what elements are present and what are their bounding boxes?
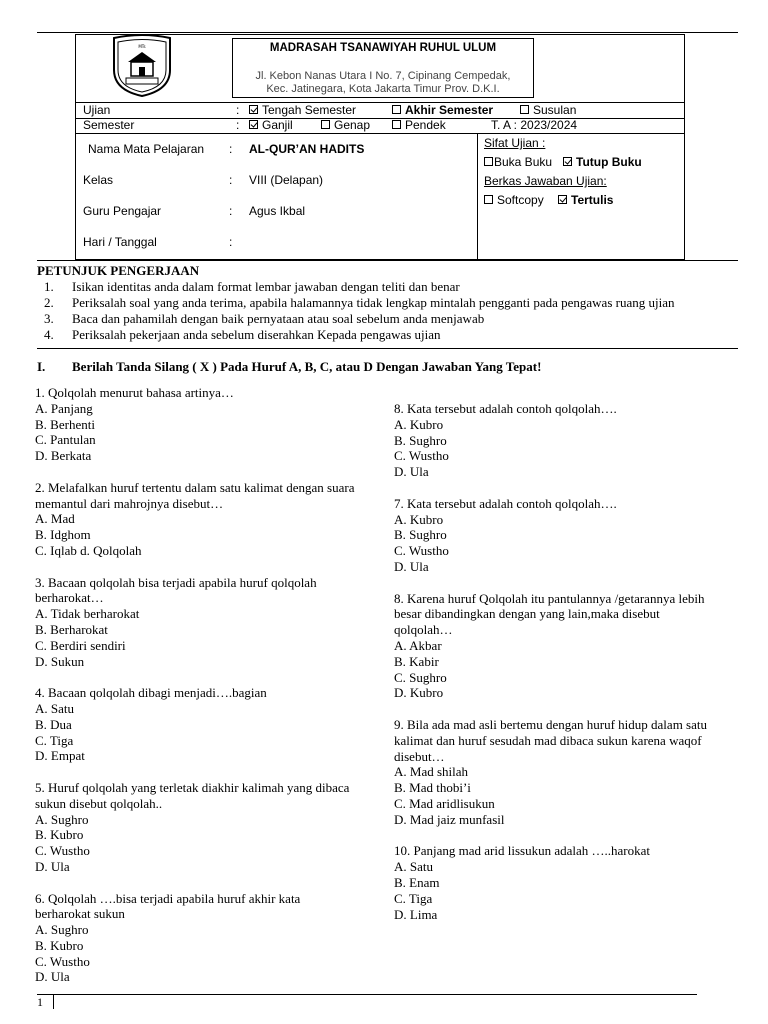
option-line[interactable]: C. Tiga bbox=[35, 732, 74, 748]
option-line[interactable]: D. Ula bbox=[35, 858, 70, 874]
guru-value: Agus Ikbal bbox=[249, 204, 306, 218]
question-block bbox=[394, 717, 739, 828]
option-line[interactable]: C. Iqlab d. Qolqolah bbox=[35, 542, 142, 558]
question-block bbox=[35, 385, 385, 464]
school-logo-icon bbox=[108, 34, 176, 98]
sifat-option-buka[interactable]: Buka Buku bbox=[484, 155, 552, 170]
option-line[interactable]: C. Pantulan bbox=[35, 432, 96, 448]
option-line[interactable]: B. Kabir bbox=[394, 653, 439, 669]
kelas-label: Kelas bbox=[83, 173, 114, 187]
question-line: 4. Bacaan qolqolah dibagi menjadi….bagian bbox=[35, 685, 267, 701]
question-line: besar dibandingkan dengan yang lain,maka disebut bbox=[394, 606, 660, 622]
option-line[interactable]: C. Sughro bbox=[394, 669, 447, 685]
option-line[interactable]: B. Berhenti bbox=[35, 416, 95, 432]
option-line[interactable]: A. Mad bbox=[35, 511, 75, 527]
option-line[interactable]: D. Ula bbox=[394, 558, 429, 574]
option-line[interactable]: B. Idghom bbox=[35, 527, 91, 543]
question-line: berharokat sukun bbox=[35, 906, 125, 922]
option-line[interactable]: A. Sughro bbox=[35, 811, 89, 827]
option-line[interactable]: B. Berharokat bbox=[35, 621, 108, 637]
question-line: 2. Melafalkan huruf tertentu dalam satu kalimat dengan suara bbox=[35, 479, 355, 495]
question-line: qolqolah… bbox=[394, 622, 453, 638]
page-number: 1 bbox=[37, 995, 43, 1009]
ujian-label: Ujian bbox=[83, 103, 111, 117]
checkbox-icon[interactable] bbox=[392, 120, 401, 129]
footer-rule bbox=[37, 994, 697, 995]
question-block bbox=[35, 891, 385, 986]
svg-text:MTs: MTs bbox=[138, 44, 146, 49]
semester-option-ganjil[interactable]: Ganjil bbox=[249, 118, 293, 133]
sifat-option-tutup[interactable]: Tutup Buku bbox=[563, 155, 642, 170]
question-line: memantul dari mahrojnya disebut… bbox=[35, 495, 224, 511]
question-block bbox=[394, 401, 739, 480]
sifat-label: Sifat Ujian : bbox=[484, 136, 546, 150]
option-line[interactable]: D. Ula bbox=[394, 464, 429, 480]
option-line[interactable]: A. Sughro bbox=[35, 922, 89, 938]
option-line[interactable]: B. Kubro bbox=[35, 827, 84, 843]
option-line[interactable]: D. Mad jaiz munfasil bbox=[394, 811, 505, 827]
checkbox-icon[interactable] bbox=[520, 105, 529, 114]
checkbox-icon[interactable] bbox=[321, 120, 330, 129]
mapel-value: AL-QUR’AN HADITS bbox=[249, 142, 365, 156]
option-line[interactable]: D. Berkata bbox=[35, 448, 92, 464]
checkbox-checked-icon[interactable] bbox=[249, 120, 258, 129]
address-line-1: Jl. Kebon Nanas Utara I No. 7, Cipinang Cempedak, bbox=[255, 70, 511, 82]
school-name: MADRASAH TSANAWIYAH RUHUL ULUM bbox=[269, 42, 497, 54]
question-line: 7. Kata tersebut adalah contoh qolqolah…. bbox=[394, 495, 617, 511]
question-line: 8. Karena huruf Qolqolah itu pantulannya /getarannya lebih bbox=[394, 590, 705, 606]
option-line[interactable]: A. Panjang bbox=[35, 400, 93, 416]
option-line[interactable]: A. Mad shilah bbox=[394, 764, 469, 780]
berkas-label: Berkas Jawaban Ujian: bbox=[484, 174, 607, 188]
question-line: 10. Panjang mad arid lissukun adalah …..harokat bbox=[394, 843, 650, 859]
option-line[interactable]: C. Wustho bbox=[394, 543, 449, 559]
semester-option-genap[interactable]: Genap bbox=[321, 118, 370, 133]
question-block bbox=[35, 685, 385, 764]
option-line[interactable]: D. Sukun bbox=[35, 653, 85, 669]
option-line[interactable]: B. Enam bbox=[394, 874, 440, 890]
option-line[interactable]: D. Empat bbox=[35, 748, 85, 764]
ujian-option-akhir[interactable]: Akhir Semester bbox=[392, 103, 493, 118]
option-line[interactable]: D. Lima bbox=[394, 906, 438, 922]
question-block bbox=[35, 575, 385, 670]
option-line[interactable]: B. Sughro bbox=[394, 432, 447, 448]
instruction-item: Periksalah pekerjaan anda sebelum diserahkan Kepada pengawas ujian bbox=[72, 327, 441, 342]
option-line[interactable]: A. Tidak berharokat bbox=[35, 606, 140, 622]
section-title: Berilah Tanda Silang ( X ) Pada Huruf A, B, C, atau D Dengan Jawaban Yang Tepat! bbox=[72, 359, 542, 374]
mapel-label: Nama Mata Pelajaran bbox=[88, 142, 205, 156]
option-line[interactable]: B. Sughro bbox=[394, 527, 447, 543]
tahun-ajaran: T. A : 2023/2024 bbox=[491, 118, 578, 132]
option-line[interactable]: A. Kubro bbox=[394, 511, 444, 527]
section-number: I. bbox=[37, 359, 46, 374]
question-line: 6. Qolqolah ….bisa terjadi apabila huruf akhir kata bbox=[35, 890, 301, 906]
checkbox-icon[interactable] bbox=[392, 105, 401, 114]
question-line: sukun disebut qolqolah.. bbox=[35, 795, 163, 811]
question-line: disebut… bbox=[394, 748, 445, 764]
option-line[interactable]: A. Satu bbox=[35, 700, 74, 716]
checkbox-icon[interactable] bbox=[484, 195, 493, 204]
option-line[interactable]: C. Wustho bbox=[394, 448, 449, 464]
right-column bbox=[394, 401, 739, 922]
question-line: 1. Qolqolah menurut bahasa artinya… bbox=[35, 385, 234, 400]
semester-option-pendek[interactable]: Pendek bbox=[392, 118, 446, 133]
question-block bbox=[35, 480, 385, 559]
option-line[interactable]: B. Kubro bbox=[35, 937, 84, 953]
address-line-2: Kec. Jatinegara, Kota Jakarta Timur Prov. D.K.I. bbox=[266, 83, 500, 95]
ujian-option-tengah[interactable]: Tengah Semester bbox=[249, 103, 356, 118]
option-line[interactable]: C. Wustho bbox=[35, 953, 90, 969]
instruction-item: Isikan identitas anda dalam format lembar jawaban dengan teliti dan benar bbox=[72, 279, 460, 294]
option-line[interactable]: D. Kubro bbox=[394, 685, 444, 701]
instruction-item: Baca dan pahamilah dengan baik pernyataan atau soal sebelum anda menjawab bbox=[72, 311, 485, 326]
instruction-item: Periksalah soal yang anda terima, apabila halamannya tidak lengkap mintalah pengganti pada pengawas ruang ujian bbox=[72, 295, 675, 310]
question-line: berharokat… bbox=[35, 590, 104, 606]
checkbox-checked-icon[interactable] bbox=[558, 195, 567, 204]
question-line: 8. Kata tersebut adalah contoh qolqolah…. bbox=[394, 401, 617, 416]
kelas-value: VIII (Delapan) bbox=[249, 173, 324, 187]
question-block bbox=[35, 780, 385, 875]
semester-label: Semester bbox=[83, 118, 135, 132]
option-line[interactable]: C. Tiga bbox=[394, 890, 433, 906]
option-line[interactable]: C. Mad aridlisukun bbox=[394, 795, 495, 811]
question-line: 3. Bacaan qolqolah bisa terjadi apabila huruf qolqolah bbox=[35, 574, 317, 590]
question-block bbox=[394, 496, 739, 575]
question-block bbox=[394, 843, 739, 922]
option-line[interactable]: A. Kubro bbox=[394, 416, 444, 432]
checkbox-checked-icon[interactable] bbox=[249, 105, 258, 114]
instructions-title: PETUNJUK PENGERJAAN bbox=[37, 263, 200, 278]
checkbox-checked-icon[interactable] bbox=[563, 157, 572, 166]
ujian-option-susulan[interactable]: Susulan bbox=[520, 103, 576, 118]
checkbox-icon[interactable] bbox=[484, 157, 493, 166]
option-line[interactable]: C. Berdiri sendiri bbox=[35, 637, 126, 653]
option-line[interactable]: B. Dua bbox=[35, 716, 72, 732]
left-column bbox=[35, 385, 385, 985]
question-line: 9. Bila ada mad asli bertemu dengan huruf hidup dalam satu bbox=[394, 716, 707, 732]
top-rule bbox=[37, 32, 738, 33]
option-line[interactable]: B. Mad thobi’i bbox=[394, 780, 471, 796]
option-line[interactable]: A. Satu bbox=[394, 859, 433, 875]
guru-label: Guru Pengajar bbox=[83, 204, 162, 218]
option-line[interactable]: C. Wustho bbox=[35, 843, 90, 859]
berkas-option-softcopy[interactable]: Softcopy bbox=[484, 193, 544, 208]
berkas-option-tertulis[interactable]: Tertulis bbox=[558, 193, 613, 208]
question-line: 5. Huruf qolqolah yang terletak diakhir kalimah yang dibaca bbox=[35, 779, 350, 795]
option-line[interactable]: D. Ula bbox=[35, 969, 70, 985]
hari-label: Hari / Tanggal bbox=[83, 235, 157, 249]
question-line: kalimat dan huruf sesudah mad dibaca sukun karena waqof bbox=[394, 732, 702, 748]
option-line[interactable]: A. Akbar bbox=[394, 637, 442, 653]
question-block bbox=[394, 591, 739, 702]
